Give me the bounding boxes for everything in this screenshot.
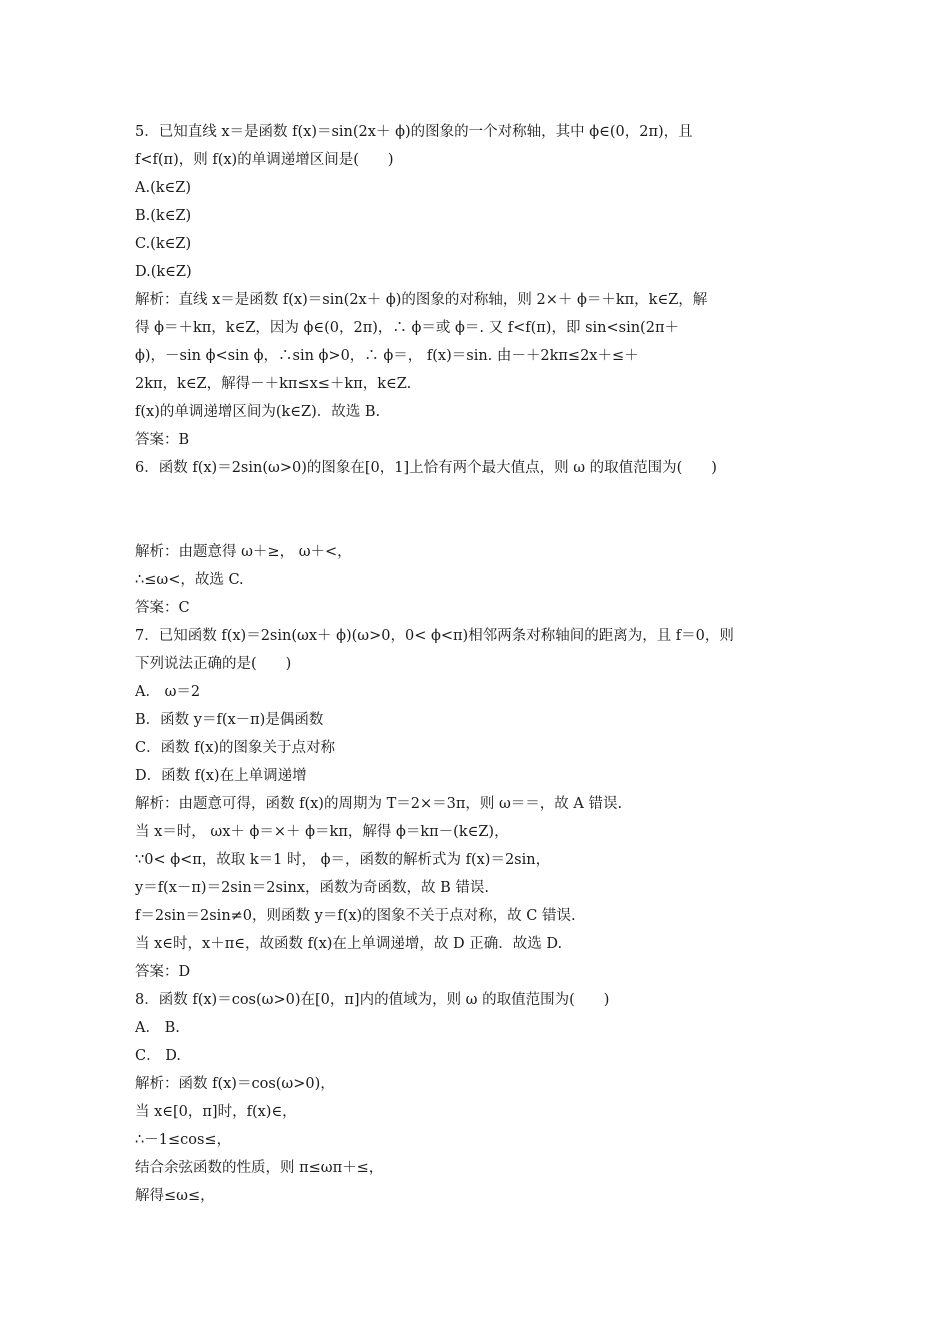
q8-options-ab: A． B. [135,1020,180,1036]
q7-analysis-line-3: ∵0< ϕ<π，故取 k＝1 时， ϕ＝，函数的解析式为 f(x)＝2sin， [135,852,551,868]
q6-analysis-line-1: 解析：由题意得 ω＋≥， ω＋<， [135,544,352,560]
q6-options-row-1 [135,485,825,507]
q7-option-d: D．函数 f(x)在上单调递增 [135,768,307,784]
q5-analysis-line-3: ϕ)，－sin ϕ<sin ϕ，∴sin ϕ>0，∴ ϕ＝， f(x)＝sin. 由－＋2kπ≤2x＋≤＋ [135,348,639,364]
q8-analysis-line-3: ∴－1≤cos≤， [135,1132,232,1148]
q8-options-cd: C． D. [135,1048,181,1064]
q7-analysis-line-4: y＝f(x－π)＝2sin＝2sinx，函数为奇函数，故 B 错误. [135,880,490,896]
q6-answer: 答案：C [135,600,190,616]
q8-analysis-line-4: 结合余弦函数的性质，则 π≤ωπ＋≤， [135,1160,384,1176]
q5-option-a: A.(k∈Z) [135,180,191,196]
q7-analysis-line-1: 解析：由题意可得，函数 f(x)的周期为 T＝2×＝3π，则 ω＝＝，故 A 错误. [135,796,623,812]
q6-analysis-line-2: ∴≤ω<，故选 C. [135,572,244,588]
q6-stem: 6．函数 f(x)＝2sin(ω>0)的图象在[0，1]上恰有两个最大值点，则 ω 的取值范围为( ) [135,460,717,476]
q5-analysis-line-2: 得 ϕ＝＋kπ，k∈Z，因为 ϕ∈(0，2π)，∴ ϕ＝或 ϕ＝. 又 f<f(π)，即 sin<sin(2π＋ [135,320,679,336]
q7-answer: 答案：D [135,964,191,980]
q7-option-b: B．函数 y＝f(x－π)是偶函数 [135,712,324,728]
q5-option-c: C.(k∈Z) [135,236,192,252]
q5-option-b: B.(k∈Z) [135,208,192,224]
q5-option-d: D.(k∈Z) [135,264,192,280]
q8-analysis-line-5: 解得≤ω≤， [135,1188,215,1204]
q6-options-row-2 [135,513,825,535]
q8-analysis-line-1: 解析：函数 f(x)＝cos(ω>0)， [135,1076,335,1092]
q5-stem-line-2: f<f(π)，则 f(x)的单调递增区间是( ) [135,152,394,168]
q5-analysis-line-5: f(x)的单调递增区间为(k∈Z)．故选 B. [135,404,381,420]
q8-analysis-line-2: 当 x∈[0，π]时，f(x)∈， [135,1104,297,1120]
q5-analysis-line-1: 解析：直线 x＝是函数 f(x)＝sin(2x＋ ϕ)的图象的对称轴，则 2×＋ ϕ＝＋kπ，k∈Z，解 [135,292,708,308]
q8-stem: 8．函数 f(x)＝cos(ω>0)在[0，π]内的值域为，则 ω 的取值范围为( ) [135,992,610,1008]
q5-answer: 答案：B [135,432,190,448]
q7-option-c: C．函数 f(x)的图象关于点对称 [135,740,336,756]
q5-analysis-line-4: 2kπ，k∈Z，解得－＋kπ≤x≤＋kπ，k∈Z. [135,376,412,392]
q7-analysis-line-5: f＝2sin＝2sin≠0，则函数 y＝f(x)的图象不关于点对称，故 C 错误. [135,908,576,924]
q7-option-a: A． ω＝2 [135,684,201,700]
q7-stem-line-2: 下列说法正确的是( ) [135,656,292,672]
q7-stem-line-1: 7．已知函数 f(x)＝2sin(ωx＋ ϕ)(ω>0，0< ϕ<π)相邻两条对称轴间的距离为，且 f＝0，则 [135,628,734,644]
q5-stem-line-1: 5．已知直线 x＝是函数 f(x)＝sin(2x＋ ϕ)的图象的一个对称轴，其中 ϕ∈(0，2π)，且 [135,124,693,140]
q7-analysis-line-2: 当 x＝时， ωx＋ ϕ＝×＋ ϕ＝kπ，解得 ϕ＝kπ－(k∈Z)， [135,824,509,840]
q7-analysis-line-6: 当 x∈时，x＋π∈，故函数 f(x)在上单调递增，故 D 正确．故选 D. [135,936,563,952]
